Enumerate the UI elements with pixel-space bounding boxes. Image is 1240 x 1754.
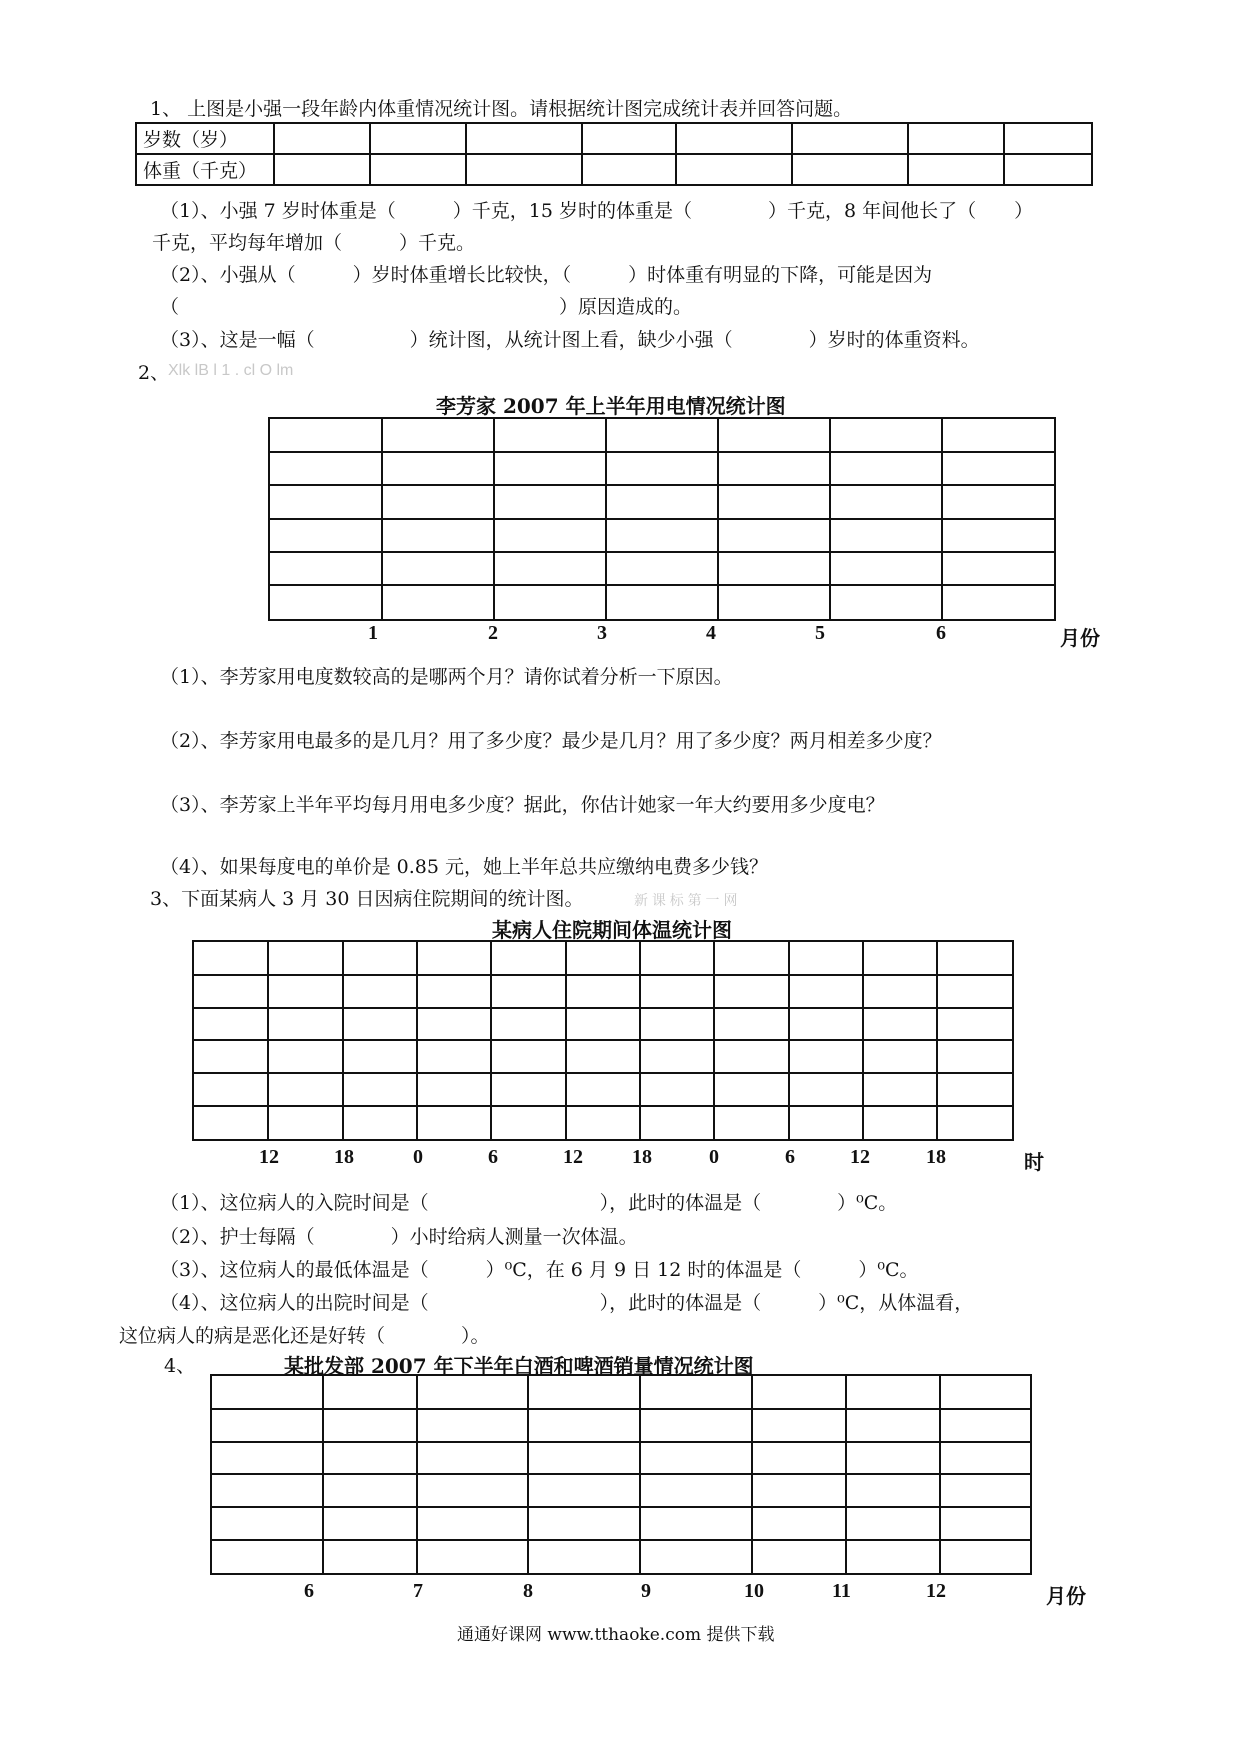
q3-x-tick: 6 [488, 1146, 498, 1168]
q1-sub1-line1: （1）、小强 7 岁时体重是（ ）千克，15 岁时的体重是（ ）千克，8 年间他长了（ ） [160, 200, 1034, 222]
q3-watermark: 新 课 标 第 一 网 [634, 892, 738, 908]
table-cell[interactable] [908, 123, 1004, 154]
q2-x-tick: 2 [488, 622, 498, 644]
table-cell[interactable] [370, 154, 466, 185]
q3-empty-grid[interactable] [192, 940, 1014, 1141]
q3-question-1: （1）、这位病人的入院时间是（ ），此时的体温是（ ）⁰C。 [160, 1192, 898, 1214]
q3-chart-title: 某病人住院期间体温统计图 [492, 918, 732, 942]
q3-x-tick: 6 [785, 1146, 795, 1168]
q4-x-tick: 6 [304, 1580, 314, 1602]
table-cell[interactable] [466, 154, 582, 185]
q2-x-unit: 月份 [1060, 628, 1100, 650]
q4-grid-lines [212, 1376, 1030, 1573]
q4-x-tick: 9 [641, 1580, 651, 1602]
table-cell[interactable] [466, 123, 582, 154]
page-footer: 通通好课网 www.tthaoke.com 提供下载 [457, 1625, 775, 1645]
q2-x-tick: 6 [936, 622, 946, 644]
q2-grid-lines [270, 419, 1054, 619]
q3-question-4: （4）、这位病人的出院时间是（ ），此时的体温是（ ）⁰C，从体温看， [160, 1292, 974, 1314]
q1-sub1-line2: 千克，平均每年增加（ ）千克。 [152, 232, 476, 254]
q3-question-2: （2）、护士每隔（ ）小时给病人测量一次体温。 [160, 1226, 638, 1248]
q3-x-tick: 12 [259, 1146, 279, 1168]
q1-stat-table [135, 122, 1093, 186]
table-row [136, 154, 1092, 185]
q2-number: 2、 [138, 362, 170, 384]
q2-x-tick: 3 [597, 622, 607, 644]
q4-empty-grid[interactable] [210, 1374, 1032, 1575]
q3-x-tick: 12 [850, 1146, 870, 1168]
table-cell[interactable] [1004, 123, 1092, 154]
table-cell[interactable] [370, 123, 466, 154]
q4-x-tick: 11 [832, 1580, 851, 1602]
q2-question-3: （3）、李芳家上半年平均每月用电多少度？据此，你估计她家一年大约要用多少度电？ [160, 794, 885, 816]
q1-sub3: （3）、这是一幅（ ）统计图，从统计图上看，缺少小强（ ）岁时的体重资料。 [160, 329, 980, 351]
q2-question-4: （4）、如果每度电的单价是 0.85 元，她上半年总共应缴纳电费多少钱？ [160, 856, 768, 878]
q2-empty-grid[interactable] [268, 417, 1056, 621]
table-cell[interactable] [274, 123, 370, 154]
table-cell[interactable] [908, 154, 1004, 185]
q4-x-tick: 8 [523, 1580, 533, 1602]
q4-x-tick: 12 [926, 1580, 946, 1602]
q4-x-tick: 10 [744, 1580, 764, 1602]
row-label-age: 岁数（岁） [143, 129, 239, 151]
q2-x-tick: 5 [815, 622, 825, 644]
q3-x-unit: 时 [1024, 1152, 1044, 1174]
table-cell[interactable] [676, 123, 792, 154]
table-cell[interactable] [1004, 154, 1092, 185]
table-cell[interactable] [274, 154, 370, 185]
table-cell[interactable] [582, 123, 676, 154]
q2-garbled-text: Xlk lB l 1 . cl O lm [168, 362, 294, 379]
q3-x-tick: 12 [563, 1146, 583, 1168]
q3-x-tick: 18 [926, 1146, 946, 1168]
q3-x-tick: 18 [334, 1146, 354, 1168]
q1-sub2-line1: （2）、小强从（ ）岁时体重增长比较快，（ ）时体重有明显的下降，可能是因为 [160, 264, 933, 286]
table-cell[interactable] [676, 154, 792, 185]
q2-question-1: （1）、李芳家用电度数较高的是哪两个月？请你试着分析一下原因。 [160, 666, 733, 688]
q3-question-3: （3）、这位病人的最低体温是（ ）⁰C，在 6 月 9 日 12 时的体温是（ ）⁰C。 [160, 1259, 919, 1281]
q2-question-2: （2）、李芳家用电最多的是几月？用了多少度？最少是几月？用了多少度？两月相差多少度？ [160, 730, 942, 752]
q3-intro: 3、下面某病人 3 月 30 日因病住院期间的统计图。 [150, 888, 584, 910]
q4-x-unit: 月份 [1046, 1586, 1086, 1608]
table-row [136, 123, 1092, 154]
q3-question-4-cont: 这位病人的病是恶化还是好转（ ）。 [119, 1325, 490, 1347]
row-label-weight: 体重（千克） [143, 160, 258, 182]
q1-intro: 1、 上图是小强一段年龄内体重情况统计图。请根据统计图完成统计表并回答问题。 [150, 98, 853, 120]
table-cell[interactable] [792, 154, 908, 185]
q3-x-tick: 0 [413, 1146, 423, 1168]
q4-chart-title: 某批发部 2007 年下半年白酒和啤酒销量情况统计图 [284, 1354, 754, 1378]
q4-number: 4、 [164, 1355, 196, 1377]
table-cell[interactable] [582, 154, 676, 185]
q2-chart-title: 李芳家 2007 年上半年用电情况统计图 [436, 394, 786, 418]
q1-sub2-line2: （ ）原因造成的。 [160, 296, 693, 318]
q2-x-tick: 4 [706, 622, 716, 644]
q3-grid-lines [194, 942, 1012, 1139]
q3-x-tick: 18 [632, 1146, 652, 1168]
q3-x-tick: 0 [709, 1146, 719, 1168]
table-cell[interactable] [792, 123, 908, 154]
q2-x-tick: 1 [368, 622, 378, 644]
q4-x-tick: 7 [413, 1580, 423, 1602]
